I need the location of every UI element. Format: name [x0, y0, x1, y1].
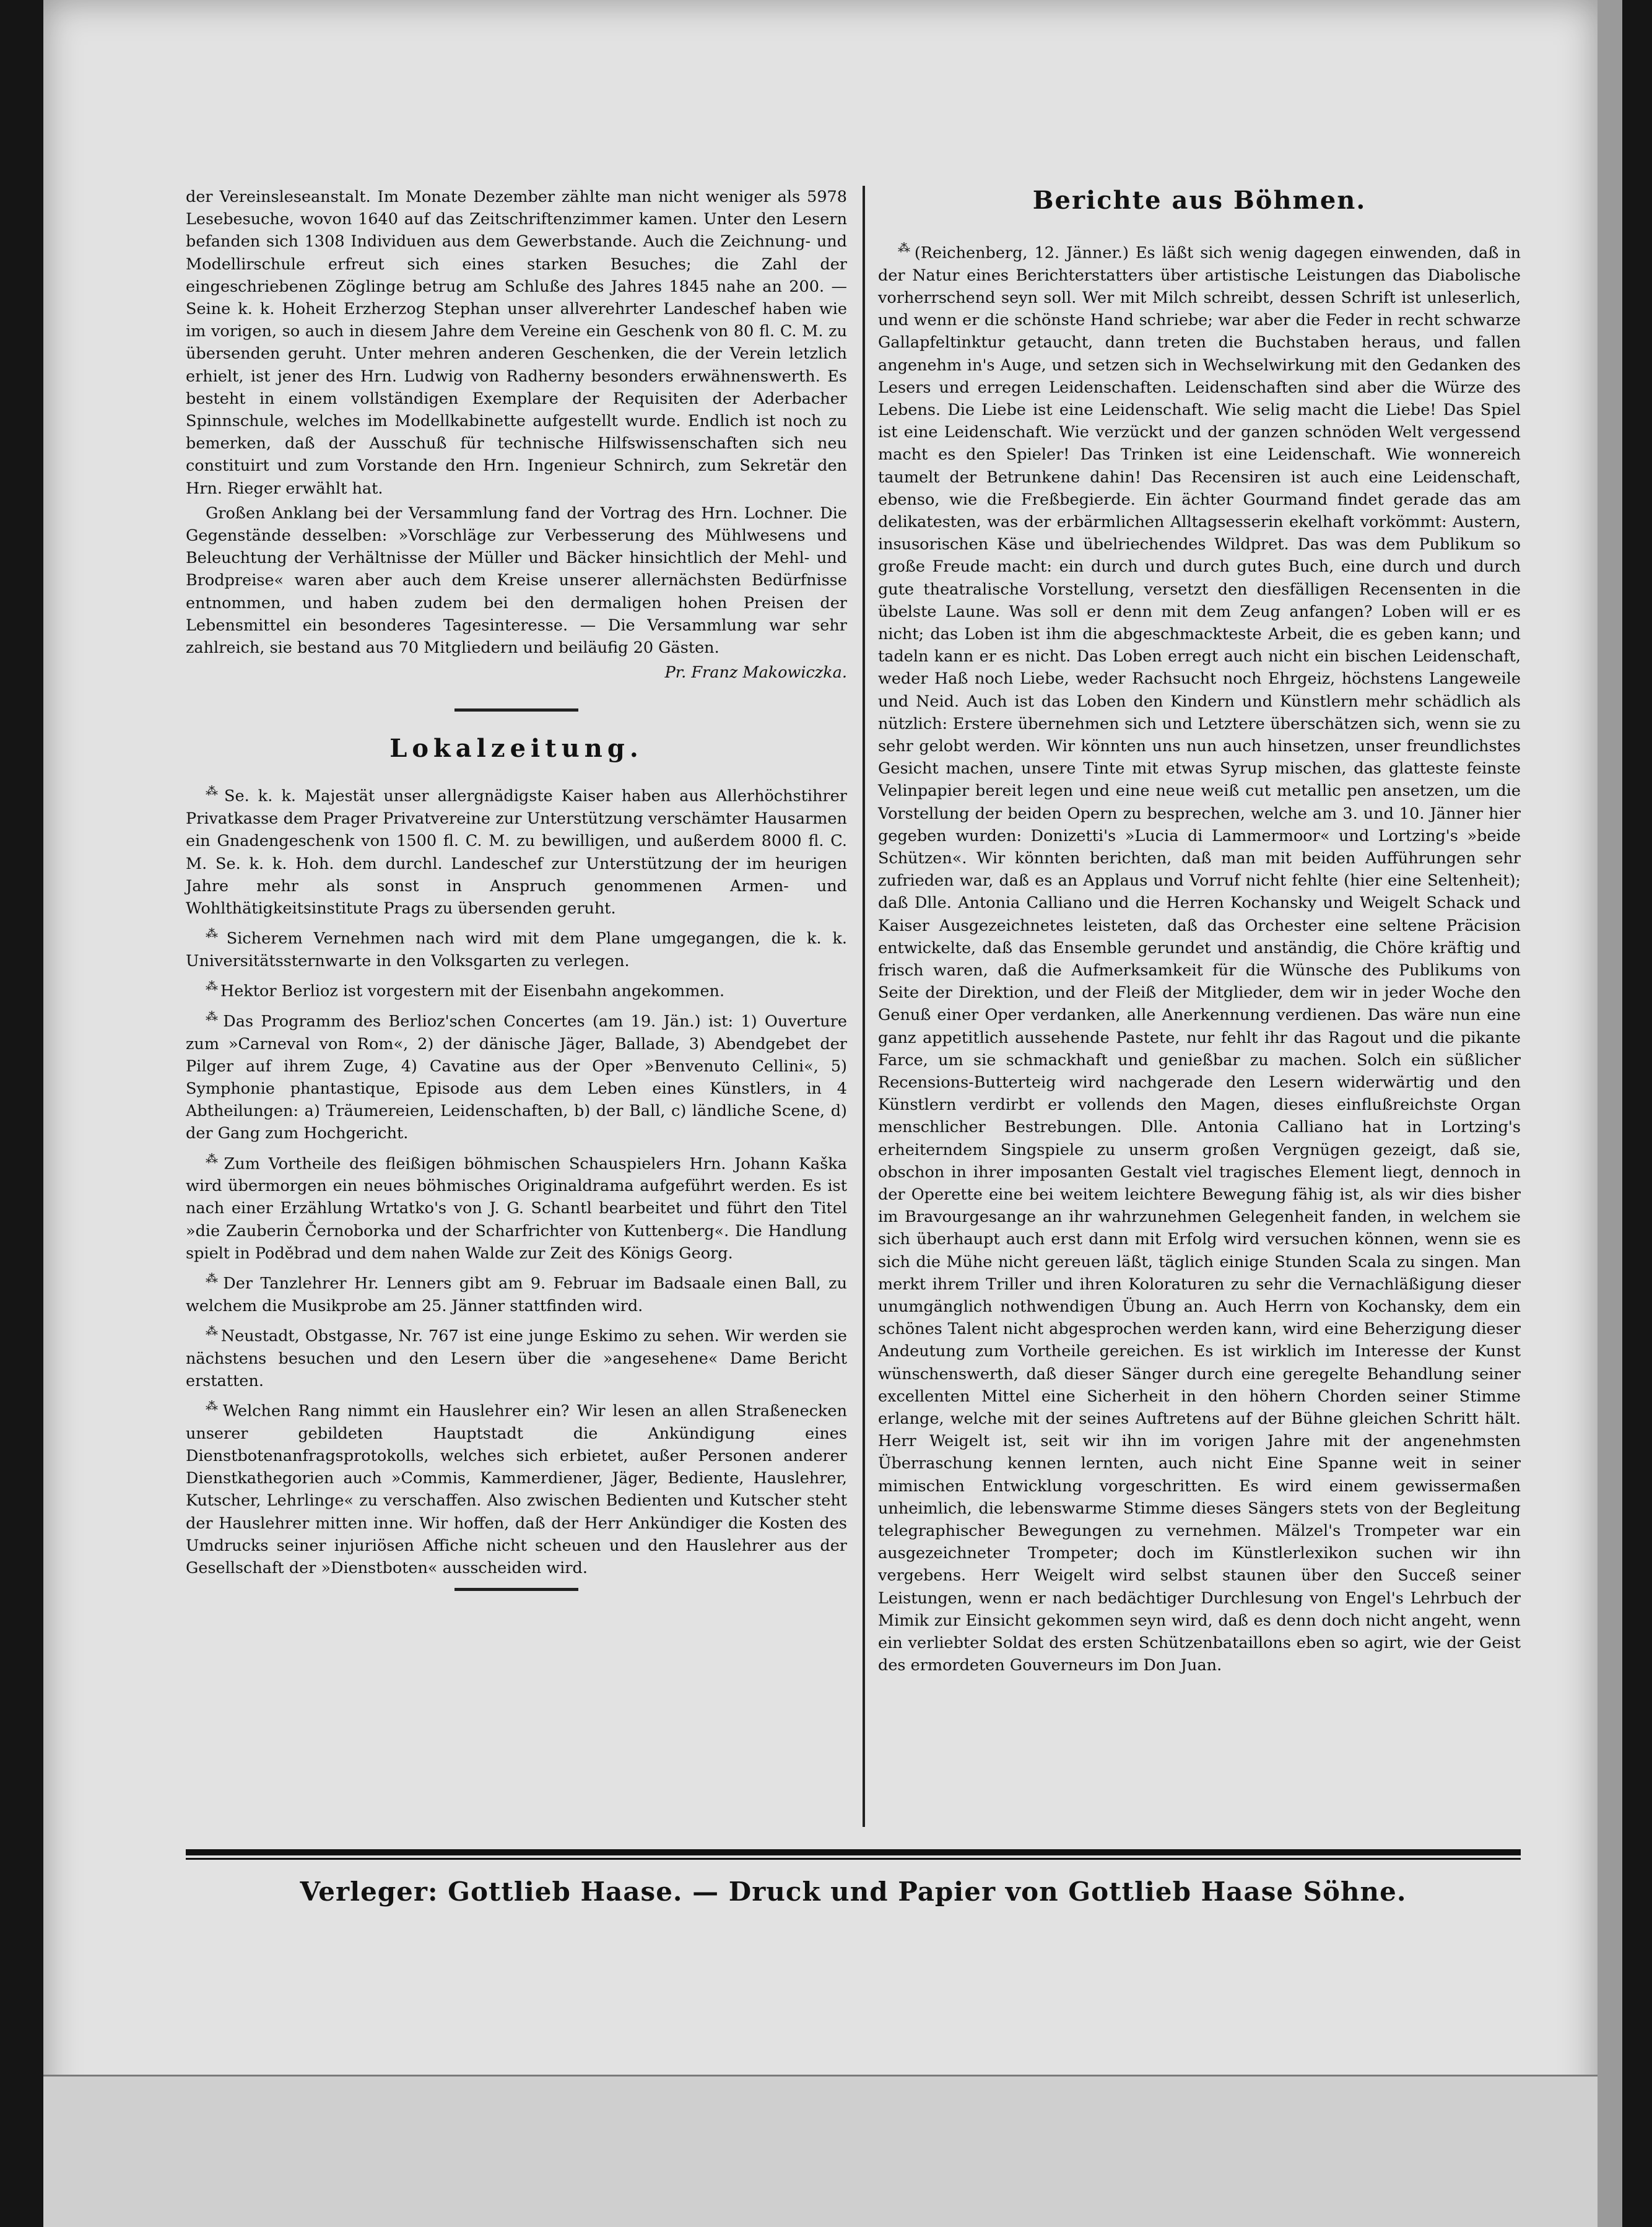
asterism-icon: ⁂: [898, 240, 912, 255]
news-item: ⁂ Welchen Rang nimmt ein Hauslehrer ein? Wir lesen an allen Straßenecken unserer gebildeten Hauptstadt die Ankündigung eines Dienstbotenanfragsprotokolls, welches sich erbietet, außer Personen anderer Dienstkathegorien auch »Commis, Kammerdiener, Jäger, Bediente, Hauslehrer, Kutscher, Lehrlinge« zu verschaffen. Also zwischen Bedienten und Kutscher steht der Hauslehrer mitten inne. Wir hoffen, daß der Herr Ankündiger die Kosten des Umdrucks seiner injuriösen Affiche nicht scheuen und den Hauslehrer aus der Gesellschaft der »Dienstboten« ausscheiden wird.: [186, 1398, 847, 1577]
asterism-icon: ⁂: [206, 978, 218, 994]
page-fold-line: [43, 2075, 1598, 2077]
news-item: ⁂ Zum Vortheile des fleißigen böhmischen Schauspielers Hrn. Johann Kaška wird übermorgen ein neues böhmisches Originaldrama aufgeführt werden. Es ist nach einer Erzählung Wrtatko's von J. G. Schantl bearbeitet und führt den Titel »die Zauberin Černoborka und der Scharfrichter von Kuttenberg«. Die Handlung spielt in Poděbrad und dem nahen Walde zur Zeit des Königs Georg.: [186, 1151, 847, 1263]
section-divider: [454, 708, 578, 712]
news-item: ⁂ Das Programm des Berlioz'schen Concertes (am 19. Jän.) ist: 1) Ouverture zum »Carneval von Rom«, 2) der dänische Jäger, Ballade, 3) Abendgebet der Pilger auf ihrem Zuge, 4) Cavatine aus der Oper »Benvenuto Cellini«, 5) Symphonie phantastique, Episode aus dem Leben eines Künstlers, in 4 Abtheilungen: a) Träumereien, Leidenschaften, b) der Ball, c) ländliche Scene, d) der Gang zum Hochgericht.: [186, 1008, 848, 1143]
news-item: ⁂ Neustadt, Obstgasse, Nr. 767 ist eine junge Eskimo zu sehen. Wir werden sie nächstens besuchen und den Lesern über die »angesehene« Dame Bericht erstatten.: [186, 1323, 848, 1390]
section-title-lokalzeitung: Lokalzeitung.: [389, 734, 643, 764]
asterism-icon: ⁂: [206, 1323, 219, 1338]
right-column: [878, 186, 1521, 1680]
imprint: Verleger: Gottlieb Haase. — Druck und Papier von Gottlieb Haase Söhne.: [300, 1876, 1407, 1907]
section-divider: [454, 1588, 578, 1591]
asterism-icon: ⁂: [206, 1151, 222, 1166]
footer-rule: [186, 1849, 1521, 1855]
asterism-icon: ⁂: [206, 1271, 221, 1286]
page-bottom-edge: [43, 2075, 1598, 2227]
asterism-icon: ⁂: [206, 783, 222, 799]
footer-rule-thin: [186, 1858, 1521, 1860]
news-item: ⁂ Der Tanzlehrer Hr. Lenners gibt am 9. Februar im Badsaale einen Ball, zu welchem die Musikprobe am 25. Jänner stattfinden wird.: [186, 1271, 847, 1315]
signature: Pr. Franz Makowiczka.: [664, 663, 847, 682]
report-paragraph: ⁂ (Reichenberg, 12. Jänner.) Es läßt sich wenig dagegen einwenden, daß in der Natur eines Berichterstatters über artistische Leistungen das Diabolische vorherrschend seyn soll. Wer mit Milch schreibt, dessen Schrift ist unleserlich, und wenn er die schönste Hand schriebe; war aber die Feder in recht schwarze Gallapfeltinktur getaucht, dann treten die Buchstaben heraus, und fallen angenehm in's Auge, und setzen sich in Wechselwirkung mit den Gedanken des Lesers und erregen Leidenschaften. Leidenschaften sind aber die Würze des Lebens. Die Liebe ist eine Leidenschaft. Wie selig macht die Liebe! Das Spiel ist eine Leidenschaft. Wie verzückt und der ganzen schnöden Welt vergessend macht es den Spieler! Das Trinken ist eine Leidenschaft. Wie wonnereich taumelt der Betrunkene dahin! Das Recensiren ist auch eine Leidenschaft, ebenso, wie die Freßbegierde. Ein ächter Gourmand findet gerade das am delikatesten, was der erbärmlichen Alltagsesserin ekelhaft vorkömmt: Austern, insusorischen Käse und übelriechendes Wildpret. Das was dem Publikum so große Freude macht: ein durch und durch gutes Buch, eine durch und durch gute theatralische Vorstellung, versetzt den diesfälligen Recensenten in die übelste Laune. Was soll er denn mit dem Zeug anfangen? Loben will er es nicht; das Loben ist ihm die abgeschmackteste Arbeit, die es geben kann; und tadeln kann er es nicht. Das Loben erregt auch nicht ein bischen Leidenschaft, weder Haß noch Liebe, weder Rachsucht noch Ehrgeiz, höchstens Langeweile und Neid. Auch ist das Loben den Kindern und Künstlern mehr schädlich als nützlich: Erstere übernehmen sich und Letztere überschätzen sich, wenn sie zu sehr gelobt werden. Wir könnten uns nun auch hinsetzen, unser freundlichstes Gesicht machen, unsere Tinte mit etwas Syrup mischen, das glatteste feinste Velinpapier bereit legen und eine neue weiß cut metallic pen ansetzen, um die Vorstellung der beiden Opern zu besprechen, welche am 3. und 10. Jänner hier gegeben wurden: Donizetti's »Lucia di Lammermoor« und Lortzing's »beide Schützen«. Wir könnten berichten, daß man mit beiden Aufführungen sehr zufrieden war, daß es an Applaus und Vorruf nicht fehlte (hier eine Seltenheit); daß Dlle. Antonia Calliano und die Herren Kochansky und Weigelt Schack und Kaiser Ausgezeichnetes leisteten, daß das Orchester eine seltene Präcision entwickelte, daß das Ensemble gerundet und anständig, die Chöre kräftig und frisch waren, daß die Aufmerksamkeit für die Wünsche des Publikums von Seite der Direktion, und der Fleiß der Mitglieder, dem wir in jeder Woche den Genuß einer Oper verdanken, alle Anerkennung verdienen. Das wäre nun eine ganz appetitlich aussehende Pastete, nur fehlt ihr das Ragout und die pikante Farce, um sie schmackhaft und genießbar zu machen. Solch ein süßlicher Recensions-Butterteig wird nachgerade den Lesern widerwärtig und den Künstlern verdirbt er vollends den Magen, dieses einflußreichste Organ menschlicher Bestrebungen. Dlle. Antonia Calliano hat in Lortzing's erheiterndem Singspiele zu unserm großen Vergnügen gezeigt, daß sie, obschon in ihrer imposanten Gestalt viel tragisches Element liegt, dennoch in der Operette eine bei weitem leichtere Bewegung fähig ist, als wir dies bisher im Bravourgesange an ihr wahrzunehmen Gelegenheit fanden, in welchem sie sich überhaupt auch erst dann mit Erfolg wird versuchen können, wenn sie es sich die Mühe nicht gereuen läßt, täglich einige Stunden Scala zu singen. Man merkt ihrem Triller und ihren Koloraturen zu sehr die Vernachläßigung dieser unumgänglich nothwendigen Übung an. Auch Herrn von Kochansky, dem ein schönes Talent nicht abgesprochen werden kann, wird eine Beherzigung dieser Andeutung zum Vortheile gereichen. Es ist wirklich im Interesse der Kunst wünschenswerth, daß dieser Sänger durch eine geregelte Behandlung seiner excellenten Mittel eine Sicherheit in den höhern Chorden seiner Stimme erlange, welche mit der seines Auftretens auf der Bühne gleichen Schritt hält. Herr Weigelt ist, seit wir ihn im vorigen Jahre mit der angenehmsten Überraschung kennen lernten, auch nicht Eine Spanne weit in seiner mimischen Entwicklung vorgeschritten. Es wird einem gewissermaßen unheimlich, die lebenswarme Stimme dieses Sängers stets von der Begleitung telegraphischer Bewegungen zu vernehmen. Mälzel's Trompeter war ein ausgezeichneter Trompeter; doch im Künstlerlexikon suchen wir ihn vergebens. Herr Weigelt wird selbst staunen über den Succeß seiner Leistungen, wenn er nach bedächtiger Durchlesung von Engel's Lehrbuch der Mimik zur Einsicht gekommen seyn wird, daß es denn doch nicht angeht, wenn ein verliebter Soldat des ersten Schützenbataillons eben so agirt, wie der Geist des ermordeten Gouverneurs im Don Juan.: [878, 240, 1521, 1675]
column-divider: [863, 186, 865, 1827]
asterism-icon: ⁂: [206, 1008, 221, 1024]
scan-edge: [1598, 0, 1622, 2227]
news-item: ⁂ Se. k. k. Majestät unser allergnädigste Kaiser haben aus Allerhöchstihrer Privatkasse dem Prager Privatvereine zur Unterstützung verschämter Hausarmen ein Gnadengeschenk von 1500 fl. C. M. zu bewilligen, und außerdem 8000 fl. C. M. Se. k. k. Hoh. dem durchl. Landeschef zur Unterstützung der im heurigen Jahre mehr als sonst in Anspruch genommenen Armen- und Wohlthätigkeitsinstitute Prags zu übersenden geruht.: [186, 783, 847, 918]
intro-paragraph: Großen Anklang bei der Versammlung fand der Vortrag des Hrn. Lochner. Die Gegenstände desselben: »Vorschläge zur Verbesserung des Mühlwesens und Beleuchtung der Verhältnisse der Müller und Bäcker hinsichtlich der Mehl- und Brodpreise« waren aber auch dem Kreise unserer allernächsten Bedürfnisse entnommen, und haben zudem bei den dermaligen hohen Preisen der Lebensmittel ein besonderes Tagesinteresse. — Die Versammlung war sehr zahlreich, sie bestand aus 70 Mitgliedern und beiläufig 20 Gästen.: [186, 503, 847, 658]
news-item: ⁂ Hektor Berlioz ist vorgestern mit der Eisenbahn angekommen.: [206, 978, 725, 1001]
asterism-icon: ⁂: [206, 1398, 220, 1414]
intro-paragraph: der Vereinsleseanstalt. Im Monate Dezember zählte man nicht weniger als 5978 Lesebesuche, wovon 1640 auf das Zeitschriftenzimmer kamen. Unter den Lesern befanden sich 1308 Individuen aus dem Gewerbstande. Auch die Zeichnung- und Modellirschule erfreut sich eines starken Besuches; die Zahl der eingeschriebenen Zöglinge betrug am Schluße des Jahres 1845 nahe an 200. — Seine k. k. Hoheit Erzherzog Stephan unser allverehrter Landeschef haben wie im vorigen, so auch in diesem Jahre dem Vereine ein Geschenk von 80 fl. C. M. zu übersenden geruht. Unter mehren anderen Geschenken, die der Verein letzlich erhielt, ist jener des Hrn. Ludwig von Radherny besonders erwähnenswerth. Es besteht in einem vollständigen Exemplare der Requisiten der Aderbacher Spinnschule, welches im Modellkabinette aufgestellt wurde. Endlich ist noch zu bemerken, daß der Ausschuß für technische Hilfswissenschaften sich neu constituirt und zum Vorstande den Hrn. Ingenieur Schnirch, zum Sekretär den Hrn. Rieger erwählt hat.: [186, 188, 847, 498]
news-item: ⁂ Sicherem Vernehmen nach wird mit dem Plane umgegangen, die k. k. Universitätssternwarte in den Volksgarten zu verlegen.: [186, 926, 848, 970]
asterism-icon: ⁂: [206, 926, 224, 941]
left-column: [186, 186, 847, 1613]
section-title-berichte: Berichte aus Böhmen.: [1032, 186, 1367, 215]
